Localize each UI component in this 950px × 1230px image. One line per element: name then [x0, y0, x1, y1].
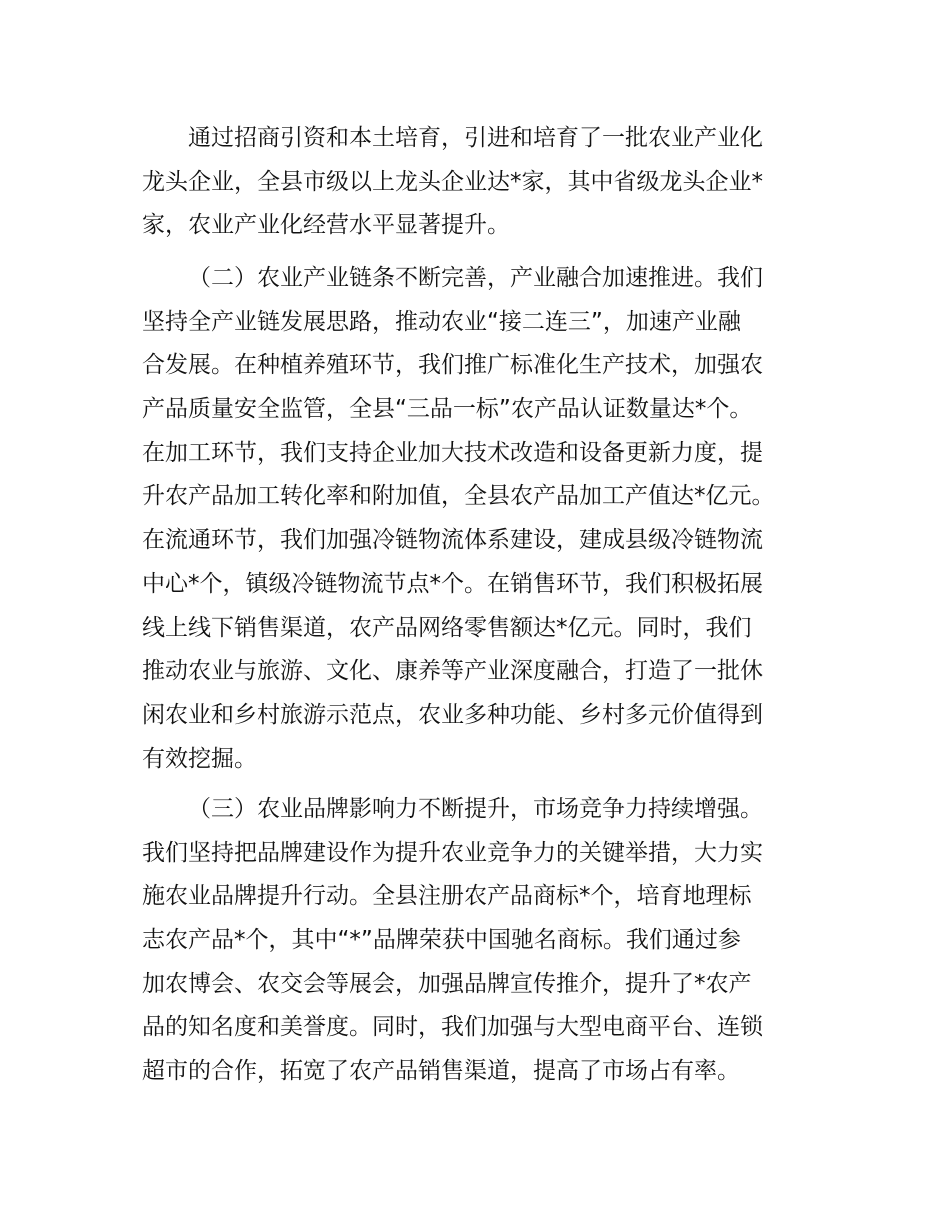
paragraph-line: 超市的合作，拓宽了农产品销售渠道，提高了市场占有率。	[142, 1058, 740, 1085]
paragraph-line: 升农产品加工转化率和附加值，全县农产品加工产值达*亿元。	[142, 483, 775, 510]
paragraph-line: 中心*个，镇级冷链物流节点*个。在销售环节，我们积极拓展	[142, 570, 763, 597]
paragraph-line: 家，农业产业化经营水平显著提升。	[142, 212, 510, 239]
paragraph-line: 志农产品*个，其中“*”品牌荣获中国驰名商标。我们通过参	[142, 927, 741, 954]
paragraph-line: 龙头企业，全县市级以上龙头企业达*家，其中省级龙头企业*	[142, 168, 763, 195]
paragraph-line: 闲农业和乡村旅游示范点，农业多种功能、乡村多元价值得到	[142, 701, 763, 728]
paragraph-line: 合发展。在种植养殖环节，我们推广标准化生产技术，加强农	[142, 352, 763, 379]
paragraph-line: （三）农业品牌影响力不断提升，市场竞争力持续增强。	[188, 796, 763, 822]
paragraph-line: 通过招商引资和本土培育，引进和培育了一批农业产业化	[188, 125, 763, 151]
paragraph-line: 推动农业与旅游、文化、康养等产业深度融合，打造了一批休	[142, 658, 763, 685]
paragraph-line: 在流通环节，我们加强冷链物流体系建设，建成县级冷链物流	[142, 527, 763, 554]
paragraph-industrialization	[142, 117, 812, 248]
paragraph-line: 线上线下销售渠道，农产品网络零售额达*亿元。同时，我们	[142, 614, 752, 641]
paragraph-line: 施农业品牌提升行动。全县注册农产品商标*个，培育地理标	[142, 883, 752, 910]
paragraph-agricultural-brand	[142, 788, 812, 1094]
paragraph-line: 加农博会、农交会等展会，加强品牌宣传推介，提升了*农产	[142, 970, 752, 997]
paragraph-line: 在加工环节，我们支持企业加大技术改造和设备更新力度，提	[142, 439, 763, 466]
paragraph-line: 产品质量安全监管，全县“三品一标”农产品认证数量达*个。	[142, 396, 753, 423]
paragraph-line: 有效挖掘。	[142, 745, 257, 772]
paragraph-line: 我们坚持把品牌建设作为提升农业竞争力的关键举措，大力实	[142, 839, 763, 866]
paragraph-line: 品的知名度和美誉度。同时，我们加强与大型电商平台、连锁	[142, 1014, 763, 1041]
paragraph-line: （二）农业产业链条不断完善，产业融合加速推进。我们	[188, 265, 763, 291]
paragraph-industry-chain	[142, 257, 812, 781]
paragraph-line: 坚持全产业链发展思路，推动农业“接二连三”，加速产业融	[142, 308, 741, 335]
